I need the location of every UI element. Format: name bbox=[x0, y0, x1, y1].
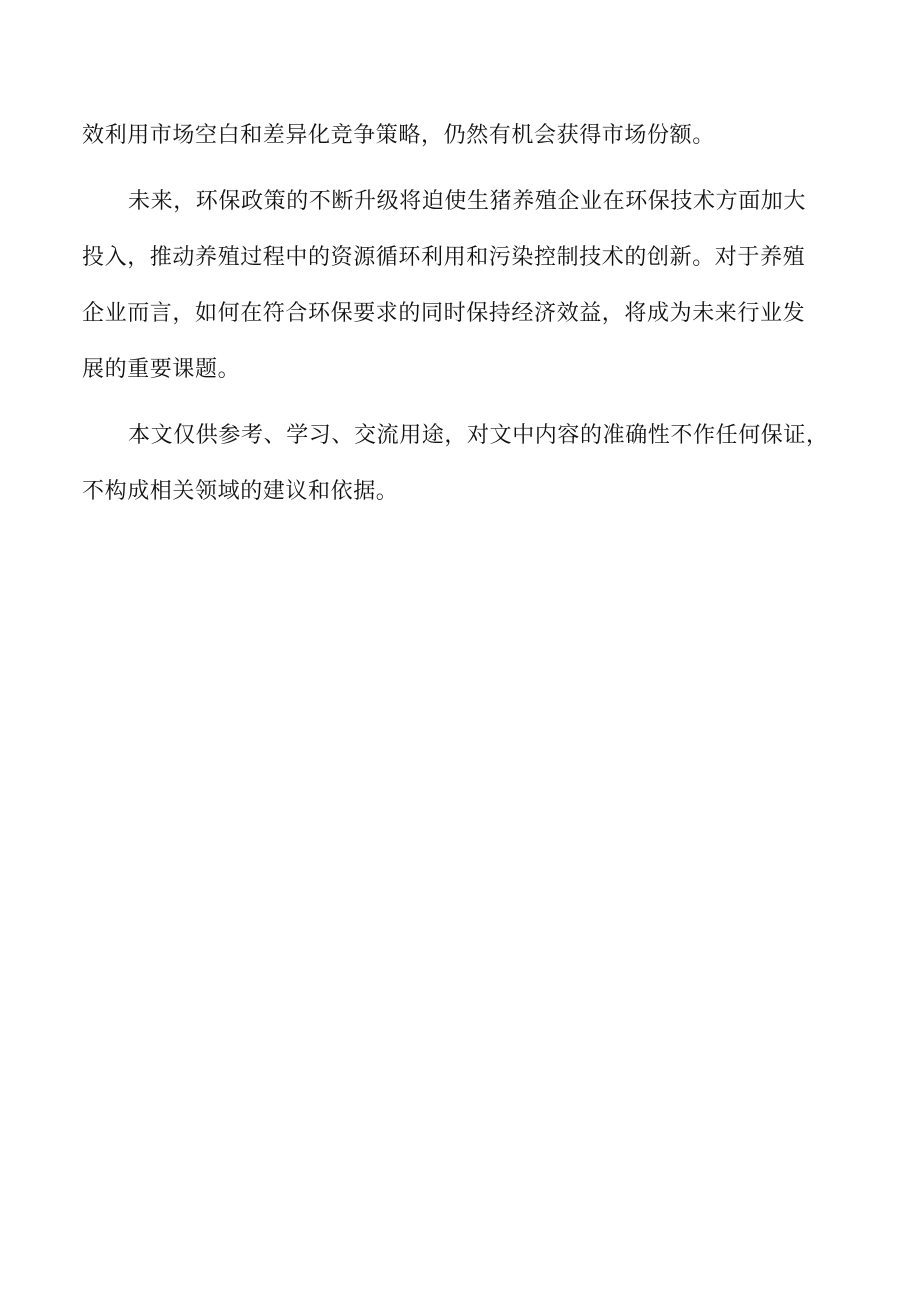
paragraph-line: 效利用市场空白和差异化竞争策略，仍然有机会获得市场份额。 bbox=[82, 123, 715, 148]
paragraph-line: 未来，环保政策的不断升级将迫使生猪养殖企业在环保技术方面加大 bbox=[128, 189, 807, 214]
paragraph-gap bbox=[82, 164, 842, 174]
paragraph-gap bbox=[82, 398, 842, 408]
paragraph-line: 企业而言，如何在符合环保要求的同时保持经济效益，将成为未来行业发 bbox=[82, 301, 806, 326]
paragraph-line: 不构成相关领域的建议和依据。 bbox=[82, 479, 399, 504]
paragraph-line: 本文仅供参考、学习、交流用途，对文中内容的准确性不作任何保证， bbox=[128, 423, 829, 448]
document-body bbox=[82, 108, 842, 520]
paragraph-market-opportunity bbox=[82, 108, 842, 164]
paragraph-environmental-policy bbox=[82, 174, 842, 398]
paragraph-disclaimer bbox=[82, 408, 842, 520]
paragraph-line: 投入，推动养殖过程中的资源循环利用和污染控制技术的创新。对于养殖 bbox=[82, 245, 806, 270]
paragraph-line: 展的重要课题。 bbox=[82, 357, 241, 382]
